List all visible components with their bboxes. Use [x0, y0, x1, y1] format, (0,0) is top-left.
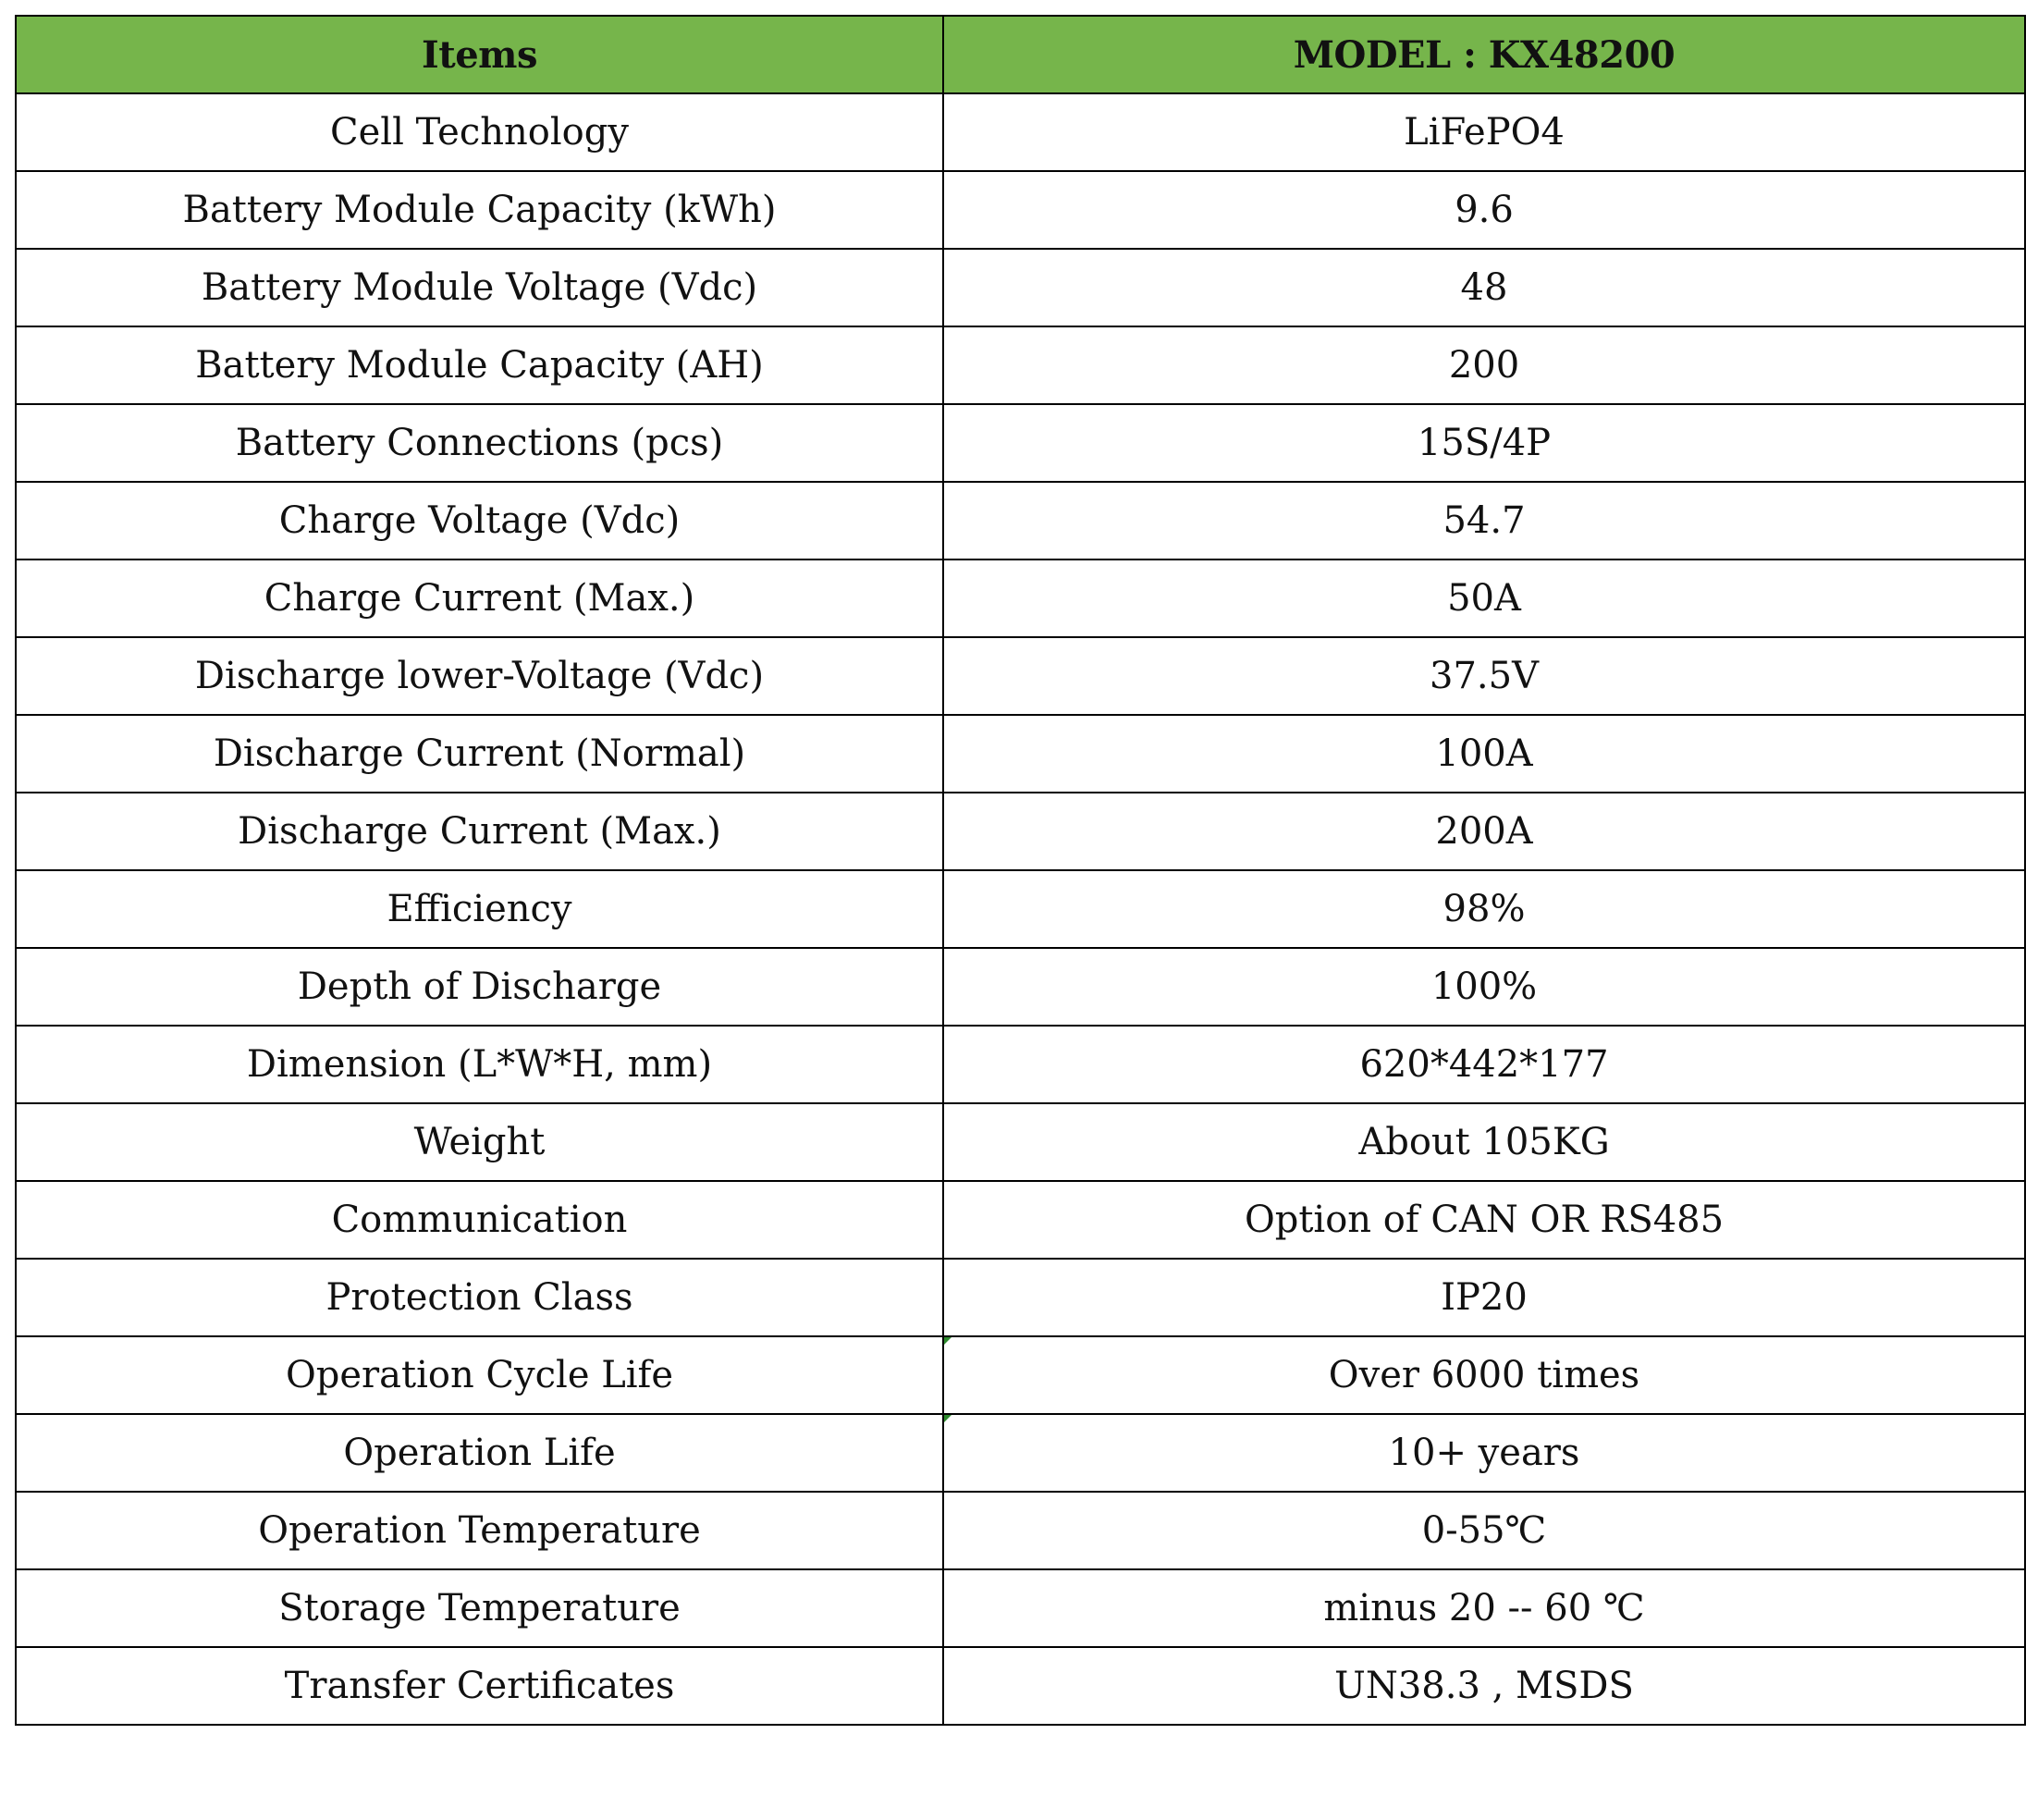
item-cell: Battery Connections (pcs)	[16, 404, 943, 482]
value-cell: 100%	[943, 948, 2025, 1026]
item-cell: Discharge Current (Normal)	[16, 715, 943, 793]
item-cell: Storage Temperature	[16, 1569, 943, 1647]
table-row	[16, 171, 2025, 249]
value-cell: 9.6	[943, 171, 2025, 249]
value-cell: IP20	[943, 1259, 2025, 1336]
item-cell: Battery Module Capacity (AH)	[16, 326, 943, 404]
table-row	[16, 560, 2025, 637]
item-cell: Protection Class	[16, 1259, 943, 1336]
value-cell: About 105KG	[943, 1103, 2025, 1181]
item-cell: Discharge Current (Max.)	[16, 793, 943, 870]
header-model: MODEL : KX48200	[943, 16, 2025, 93]
item-cell: Dimension (L*W*H, mm)	[16, 1026, 943, 1103]
table-row	[16, 1569, 2025, 1647]
item-cell: Cell Technology	[16, 93, 943, 171]
item-cell: Battery Module Voltage (Vdc)	[16, 249, 943, 326]
item-cell: Communication	[16, 1181, 943, 1259]
table-row	[16, 1026, 2025, 1103]
value-cell: 15S/4P	[943, 404, 2025, 482]
item-cell: Operation Temperature	[16, 1492, 943, 1569]
value-cell: 200	[943, 326, 2025, 404]
value-cell: 54.7	[943, 482, 2025, 560]
table-row	[16, 793, 2025, 870]
table-row	[16, 326, 2025, 404]
value-cell: 0-55℃	[943, 1492, 2025, 1569]
table-row	[16, 1492, 2025, 1569]
table-row	[16, 1259, 2025, 1336]
comment-marker-icon	[944, 1337, 951, 1345]
value-text: Over 6000 times	[1328, 1354, 1640, 1396]
item-cell: Charge Current (Max.)	[16, 560, 943, 637]
table-row	[16, 1414, 2025, 1492]
value-cell: 200A	[943, 793, 2025, 870]
table-row	[16, 404, 2025, 482]
item-cell: Depth of Discharge	[16, 948, 943, 1026]
value-cell: 50A	[943, 560, 2025, 637]
value-text: 10+ years	[1388, 1432, 1580, 1474]
item-cell: Charge Voltage (Vdc)	[16, 482, 943, 560]
table-row	[16, 1336, 2025, 1414]
table-row	[16, 1647, 2025, 1725]
value-cell: LiFePO4	[943, 93, 2025, 171]
value-cell: 48	[943, 249, 2025, 326]
value-cell: 620*442*177	[943, 1026, 2025, 1103]
item-cell: Battery Module Capacity (kWh)	[16, 171, 943, 249]
table-row	[16, 482, 2025, 560]
comment-marker-icon	[944, 1415, 951, 1422]
value-cell: UN38.3 , MSDS	[943, 1647, 2025, 1725]
value-cell: 37.5V	[943, 637, 2025, 715]
header-items: Items	[16, 16, 943, 93]
item-cell: Operation Life	[16, 1414, 943, 1492]
value-cell	[943, 1414, 2025, 1492]
value-cell: minus 20 -- 60 ℃	[943, 1569, 2025, 1647]
spec-table	[15, 15, 2026, 1726]
value-cell: 98%	[943, 870, 2025, 948]
table-row	[16, 948, 2025, 1026]
table-row	[16, 715, 2025, 793]
value-cell: 100A	[943, 715, 2025, 793]
table-row	[16, 1103, 2025, 1181]
value-cell: Option of CAN OR RS485	[943, 1181, 2025, 1259]
header-row	[16, 16, 2025, 93]
table-row	[16, 93, 2025, 171]
table-row	[16, 870, 2025, 948]
table-row	[16, 249, 2025, 326]
table-row	[16, 637, 2025, 715]
value-cell	[943, 1336, 2025, 1414]
item-cell: Efficiency	[16, 870, 943, 948]
table-row	[16, 1181, 2025, 1259]
item-cell: Weight	[16, 1103, 943, 1181]
item-cell: Transfer Certificates	[16, 1647, 943, 1725]
item-cell: Operation Cycle Life	[16, 1336, 943, 1414]
item-cell: Discharge lower-Voltage (Vdc)	[16, 637, 943, 715]
